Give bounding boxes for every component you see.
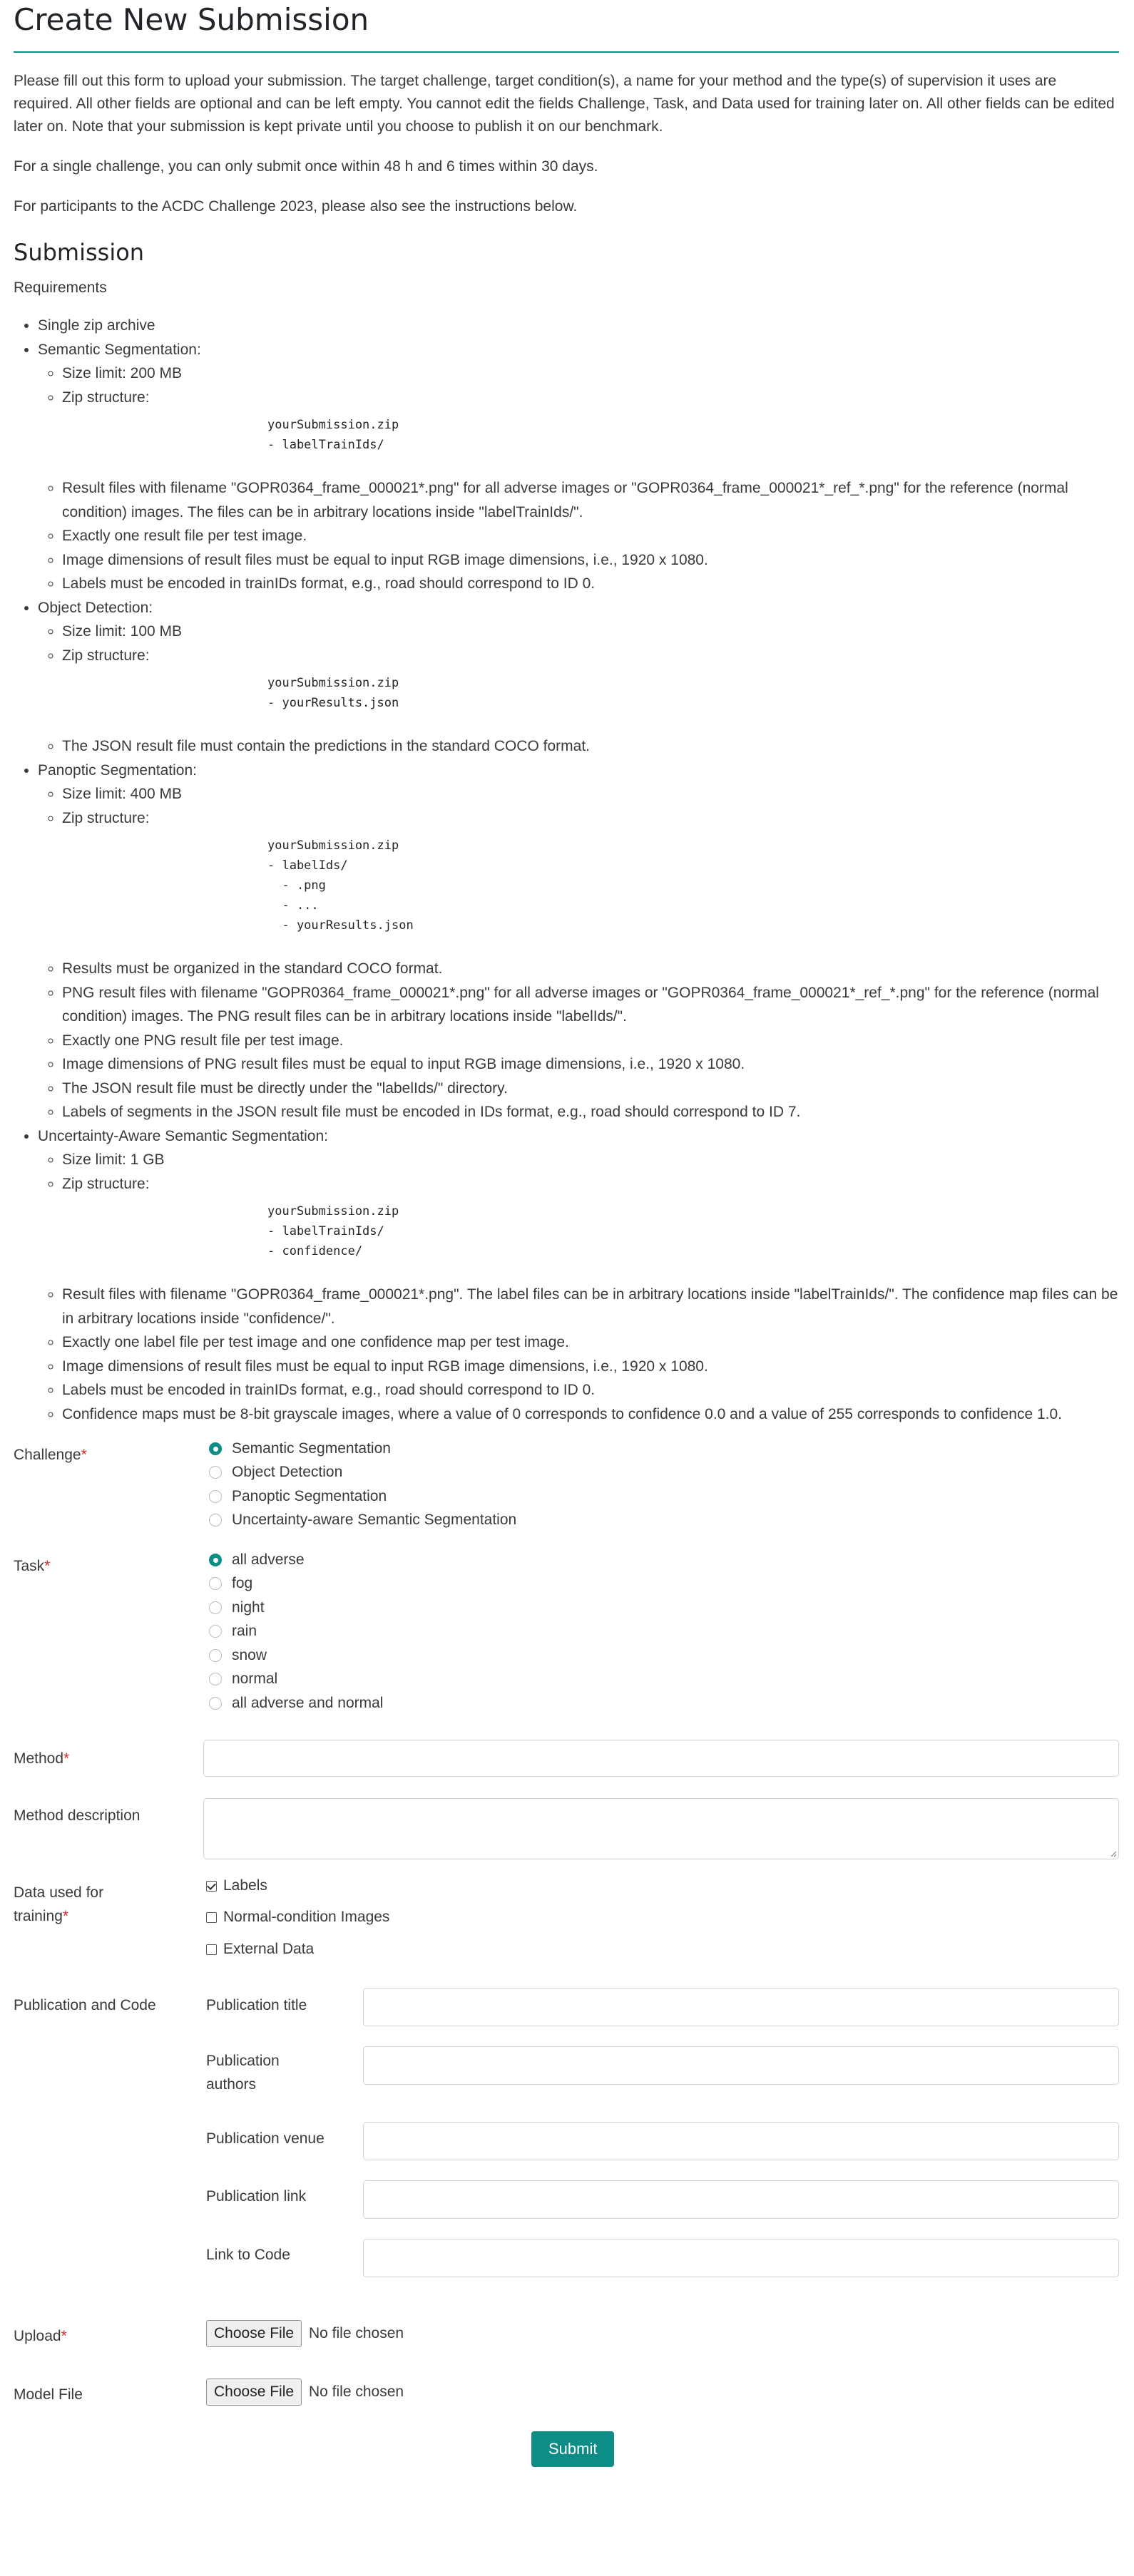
semantic-size: ◦ Size limit: 200 MB (62, 361, 1119, 386)
publication-venue-input[interactable] (363, 2122, 1119, 2160)
radio-icon[interactable] (209, 1649, 222, 1662)
publication-title-label: Publication title (206, 1997, 307, 2013)
publication-link-label: Publication link (206, 2188, 307, 2205)
publication-link-input[interactable] (363, 2180, 1119, 2219)
challenge-option-detection[interactable] (206, 1461, 516, 1485)
challenge-label (14, 1443, 185, 1467)
task-option-fog[interactable] (206, 1572, 383, 1596)
intro-text: Please fill out this form to upload your submission. The target challenge, target condition(s), a name for your method and the type(s) of supervision it uses are required. All other fields are optional and can be left empty. You cannot edit the fields Challenge, Task, and Data used for training later on. All other fields can be edited later on. Note that your submission is kept private until you choose to publish it on our benchmark. (14, 73, 1115, 135)
challenge-option-uncertainty[interactable] (206, 1509, 516, 1533)
task-option-rain[interactable] (206, 1620, 383, 1644)
list-item: ◦ Labels must be encoded in trainIDs format, e.g., road should correspond to ID 0. (62, 572, 1119, 596)
required-mark: * (44, 1558, 51, 1574)
radio-selected-icon[interactable] (209, 1442, 222, 1455)
upload-label (14, 2324, 185, 2348)
requirement-single-zip: • Single zip archive (38, 314, 1119, 338)
radio-icon[interactable] (209, 1577, 222, 1590)
radio-label: all adverse and normal (232, 1694, 384, 1711)
page (14, 0, 1119, 2477)
method-description-textarea[interactable] (203, 1798, 1119, 1859)
task-option-normal[interactable] (206, 1668, 383, 1692)
title-divider (14, 51, 1119, 53)
task-option-night[interactable] (206, 1596, 383, 1620)
list-item: ◦ Image dimensions of PNG result files must be equal to input RGB image dimensions, i.e., 1920 x 1080. (62, 1052, 1119, 1077)
radio-selected-icon[interactable] (209, 1554, 222, 1566)
radio-icon[interactable] (209, 1466, 222, 1479)
checkbox-icon[interactable] (206, 1944, 217, 1955)
list-item: ◦ The JSON result file must contain the predictions in the standard COCO format. (62, 734, 1119, 759)
semantic-title: Semantic Segmentation: (38, 341, 201, 358)
method-description-label: Method description (14, 1807, 141, 1824)
radio-icon[interactable] (209, 1625, 222, 1638)
radio-label: snow (232, 1646, 267, 1663)
list-item: ◦ Labels must be encoded in trainIDs format, e.g., road should correspond to ID 0. (62, 1378, 1119, 1402)
radio-icon[interactable] (209, 1673, 222, 1685)
publication-authors-label: Publication authors (206, 2053, 280, 2093)
radio-icon[interactable] (209, 1514, 222, 1526)
required-mark: * (61, 2328, 67, 2344)
acdc-note: For participants to the ACDC Challenge 2023, please also see the instructions below. (14, 198, 578, 215)
model-file-status: No file chosen (309, 2383, 404, 2400)
radio-label: Uncertainty-aware Semantic Segmentation (232, 1512, 517, 1529)
list-item: ◦ Results must be organized in the standard COCO format. (62, 957, 1119, 981)
radio-label: rain (232, 1623, 257, 1640)
method-label-text: Method (14, 1750, 64, 1767)
radio-icon[interactable] (209, 1490, 222, 1503)
uncertainty-zip (62, 1172, 1119, 1262)
submission-heading: Submission (14, 239, 145, 266)
panoptic-zip-label: Zip structure: (62, 809, 150, 826)
challenge-radio-group (206, 1437, 516, 1532)
detection-title: Object Detection: (38, 599, 153, 616)
list-item: ◦ Labels of segments in the JSON result file must be encoded in IDs format, e.g., road should correspond to ID 7. (62, 1100, 1119, 1124)
task-option-snow[interactable] (206, 1643, 383, 1668)
panoptic-title: Panoptic Segmentation: (38, 761, 197, 779)
uncertainty-zip-structure: yourSubmission.zip - labelTrainIds/ - confidence/ (267, 1204, 399, 1258)
challenge-option-panoptic[interactable] (206, 1484, 516, 1509)
resize-grip-icon[interactable] (1110, 1850, 1117, 1857)
list-item: ◦ Exactly one PNG result file per test image. (62, 1029, 1119, 1053)
detection-zip-label: Zip structure: (62, 647, 150, 664)
detection-size: ◦ Size limit: 100 MB (62, 620, 1119, 644)
uncertainty-size: ◦ Size limit: 1 GB (62, 1148, 1119, 1172)
radio-label: Semantic Segmentation (232, 1440, 391, 1457)
radio-label: Object Detection (232, 1464, 343, 1481)
code-link-label: Link to Code (206, 2247, 290, 2263)
required-mark: * (63, 1750, 70, 1767)
submission-form (14, 1440, 1119, 2477)
checkbox-label: Normal-condition Images (223, 1909, 390, 1925)
method-label (14, 1747, 185, 1770)
challenge-option-semantic[interactable] (206, 1437, 516, 1461)
requirements-label: Requirements (14, 279, 107, 296)
list-item: ◦ Exactly one label file per test image and one confidence map per test image. (62, 1330, 1119, 1355)
list-item: ◦ Confidence maps must be 8-bit grayscale images, where a value of 0 corresponds to confidence 0.0 and a value of 255 corresponds to confidence 1.0. (62, 1402, 1119, 1427)
publication-venue-label: Publication venue (206, 2130, 325, 2147)
task-radio-group (206, 1548, 383, 1715)
uncertainty-title: Uncertainty-Aware Semantic Segmentation: (38, 1127, 328, 1144)
submit-button[interactable]: Submit (531, 2431, 614, 2467)
submission-limit-note: For a single challenge, you can only submit once within 48 h and 6 times within 30 days. (14, 158, 598, 175)
challenge-label-text: Challenge (14, 1447, 81, 1463)
radio-label: normal (232, 1671, 278, 1688)
code-link-input[interactable] (363, 2239, 1119, 2277)
page-title: Create New Submission (14, 2, 369, 37)
upload-file-status: No file chosen (309, 2325, 404, 2341)
radio-label: night (232, 1599, 265, 1616)
data-training-label-text: Data used for training (14, 1884, 104, 1924)
publication-title-input[interactable] (363, 1988, 1119, 2026)
upload-choose-file-button[interactable]: Choose File (206, 2320, 302, 2347)
publication-label: Publication and Code (14, 1997, 156, 2013)
method-input[interactable] (203, 1740, 1119, 1777)
checkbox-checked-icon[interactable] (206, 1881, 217, 1892)
radio-icon[interactable] (209, 1601, 222, 1614)
list-item: ◦ Result files with filename "GOPR0364_frame_000021*.png" for all adverse images or "GOPR0364_frame_000021*_ref_*.png" for the reference (normal condition) images. The files can be in arbitrary locations inside "labelTrainIds/". (62, 476, 1119, 524)
radio-label: fog (232, 1575, 253, 1592)
checkbox-icon[interactable] (206, 1912, 217, 1923)
panoptic-zip (62, 806, 1119, 936)
panoptic-size: ◦ Size limit: 400 MB (62, 782, 1119, 806)
requirement-detection (38, 596, 1119, 759)
semantic-zip-structure: yourSubmission.zip - labelTrainIds/ (267, 418, 399, 452)
checkbox-label: External Data (223, 1941, 315, 1957)
checkbox-external-data[interactable] (206, 1939, 314, 1960)
model-file-label: Model File (14, 2386, 83, 2403)
task-option-all-adverse[interactable] (206, 1548, 383, 1572)
requirement-panoptic (38, 759, 1119, 1124)
task-label (14, 1554, 185, 1578)
detection-zip (62, 644, 1119, 714)
requirement-uncertainty (38, 1124, 1119, 1427)
required-mark: * (81, 1447, 87, 1463)
data-training-label (14, 1881, 156, 1928)
uncertainty-zip-label: Zip structure: (62, 1175, 150, 1192)
list-item: ◦ The JSON result file must be directly under the "labelIds/" directory. (62, 1077, 1119, 1101)
upload-label-text: Upload (14, 2328, 61, 2344)
requirements-list (14, 314, 1119, 1426)
checkbox-normal-condition-images[interactable] (206, 1907, 389, 1928)
list-item: ◦ Image dimensions of result files must be equal to input RGB image dimensions, i.e., 1920 x 1080. (62, 548, 1119, 573)
task-option-all-adverse-and-normal[interactable] (206, 1691, 383, 1715)
semantic-zip (62, 386, 1119, 456)
semantic-zip-label: Zip structure: (62, 389, 150, 406)
list-item: ◦ Image dimensions of result files must be equal to input RGB image dimensions, i.e., 1920 x 1080. (62, 1355, 1119, 1379)
list-item: ◦ Exactly one result file per test image. (62, 524, 1119, 548)
radio-label: Panoptic Segmentation (232, 1487, 387, 1504)
detection-zip-structure: yourSubmission.zip - yourResults.json (267, 676, 399, 710)
requirement-semantic (38, 338, 1119, 596)
panoptic-zip-structure: yourSubmission.zip - labelIds/ - .png - ... - yourResults.json (267, 838, 414, 933)
checkbox-label: Labels (223, 1877, 267, 1894)
list-item: ◦ Result files with filename "GOPR0364_frame_000021*.png". The label files can be in arbitrary locations inside "labelTrainIds/". The confidence map files can be in arbitrary locations inside "confidence/". (62, 1283, 1119, 1330)
model-file-choose-button[interactable]: Choose File (206, 2379, 302, 2406)
task-label-text: Task (14, 1558, 45, 1574)
radio-icon[interactable] (209, 1697, 222, 1710)
radio-label: all adverse (232, 1551, 305, 1568)
publication-authors-input[interactable] (363, 2046, 1119, 2085)
list-item: ◦ PNG result files with filename "GOPR0364_frame_000021*.png" for all adverse images or "GOPR0364_frame_000021*_ref_*.png" for the reference (normal condition) images. The PNG result files can be in arbitrary locations inside "labelIds/". (62, 981, 1119, 1029)
checkbox-labels[interactable] (206, 1875, 267, 1897)
required-mark: * (62, 1908, 69, 1924)
